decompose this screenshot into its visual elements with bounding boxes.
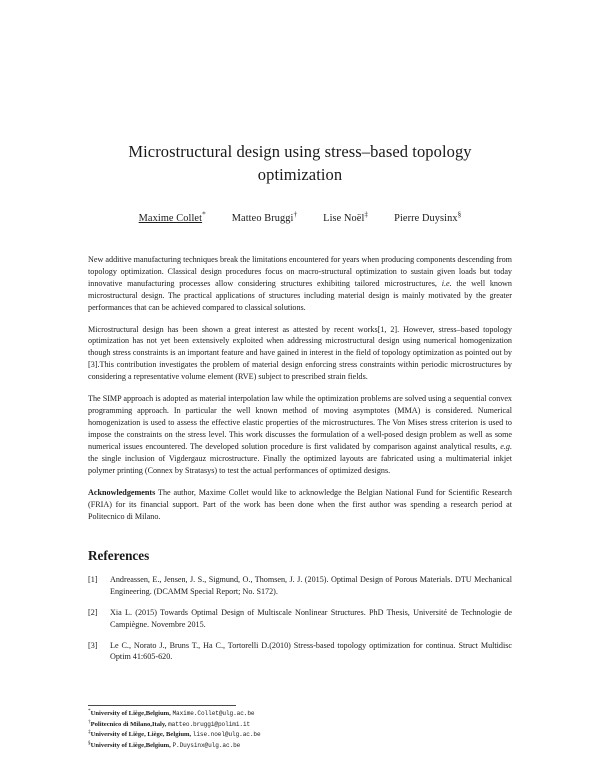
author-name: Maxime Collet — [138, 212, 203, 224]
page-title: Microstructural design using stress–based topology optimization — [128, 142, 472, 185]
author-affiliation-marker: § — [457, 210, 462, 219]
footnote-affiliation: Politecnico di Milano,Italy, — [90, 720, 167, 728]
reference-number: [3] — [88, 640, 98, 650]
footnote-affiliation: University of Liège,Belgium, — [90, 742, 171, 750]
paragraph-2: Microstructural design has been shown a great interest as attested by recent works[1, 2]. However, stress–based topology optimization has not yet been extensively exploited when addressing microstructural design using numerical homogenization though stress constraints is an important feature and have gained in interest in the field of topology optimization as pointed out by [3].This contribution investigates the problem of material design enforcing stress constraints within periodic microstructures by considering a representative volume element (RVE) subject to prescribed strain fields. — [88, 324, 512, 382]
footnote-item — [88, 730, 512, 741]
author-list — [88, 210, 512, 224]
footnote-email[interactable]: matteo.bruggi@polimi.it — [168, 720, 251, 728]
footnote-item — [88, 709, 512, 720]
reference-list — [88, 574, 512, 663]
acknowledgements-text: The author, Maxime Collet would like to acknowledge the Belgian National Fund for Scientific Research (FRIA) for its financial support. Part of the work has been done when the first author was spending a research period at Politecnico di Milano. — [88, 487, 512, 521]
abstract-body — [88, 254, 512, 523]
title-block — [88, 0, 512, 187]
author-name: Matteo Bruggi — [231, 212, 294, 224]
author-affiliation-marker: ‡ — [364, 210, 369, 219]
author-matteo-bruggi — [231, 210, 298, 224]
footnote-block — [88, 705, 512, 752]
reference-number: [2] — [88, 607, 98, 617]
footnote-item — [88, 720, 512, 731]
footnote-marker: ‡ — [88, 729, 91, 736]
reference-item — [88, 640, 512, 664]
paragraph-1: New additive manufacturing techniques break the limitations encountered for years when producing components descending from topology optimization. Classical design procedures focus on macro-structural optimization to sustain given loads but today innovative manufacturing processes allow considering structures exhibiting tailored microstructures, i.e. the well known microstructural design. The practical applications of structures including material design is mainly motivated by the greater performances that can be achieved compared to classical solutions. — [88, 254, 512, 312]
author-affiliation-marker: * — [202, 210, 206, 219]
author-lise-noel — [323, 210, 369, 224]
footnote-marker: * — [88, 707, 91, 714]
author-name: Pierre Duysinx — [394, 212, 458, 224]
footnote-affiliation: University of Liège,Belgium, — [90, 709, 171, 717]
references-heading: References — [88, 547, 150, 563]
footnote-email[interactable]: Maxime.Collet@ulg.ac.be — [172, 709, 255, 717]
reference-item — [88, 574, 512, 598]
footnote-marker: § — [88, 740, 91, 746]
footnote-marker: † — [88, 718, 91, 725]
reference-item — [88, 607, 512, 631]
author-affiliation-marker: † — [293, 210, 298, 219]
footnote-item — [88, 741, 512, 752]
author-maxime-collet[interactable] — [138, 210, 206, 224]
footnote-affiliation: University of Liège, Liège, Belgium, — [90, 731, 192, 739]
footnote-email[interactable]: P.Duysinx@ulg.ac.be — [172, 742, 241, 750]
paragraph-3: The SIMP approach is adopted as material interpolation law while the optimization problems are solved using a sequential convex programming approach. In particular the well known method of moving asymptotes (MMA) is considered. Numerical homogenization is used to assess the effective elastic properties of the microstructures. The Von Mises stress criterion is used to impose the constraints on the stress level. This work discusses the formulation of a well-posed design problem as well as some numerical issues encountered. The developed solution procedure is first validated by comparison against analytical results, e.g. the single inclusion of Vigdergauz microstructure. Finally the optimized layouts are fabricated using a multimaterial inkjet polymer printing (Connex by Stratasys) to test the actual performances of optimized designs. — [88, 394, 512, 475]
reference-number: [1] — [88, 575, 98, 585]
acknowledgements-paragraph — [88, 487, 512, 523]
author-name: Lise Noël — [323, 212, 365, 224]
reference-text: Andreassen, E., Jensen, J. S., Sigmund, O., Thomsen, J. J. (2015). Optimal Design of Porous Materials. DTU Mechanical Engineering. (DCAMM Special Report; No. S172). — [110, 575, 512, 596]
reference-text: Xia L. (2015) Towards Optimal Design of Multiscale Nonlinear Structures. PhD Thesis, Université de Technologie de Campiègne. Novembre 2015. — [110, 607, 512, 629]
footnote-separator-rule — [88, 705, 236, 706]
footnote-email[interactable]: lise.noel@ulg.ac.be — [192, 731, 261, 739]
acknowledgements-heading: Acknowledgements — [88, 487, 156, 497]
author-pierre-duysinx — [394, 210, 462, 224]
reference-text: Le C., Norato J., Bruns T., Ha C., Tortorelli D.(2010) Stress-based topology optimization for continua. Struct Multidisc Optim 41:605-620. — [110, 640, 512, 662]
